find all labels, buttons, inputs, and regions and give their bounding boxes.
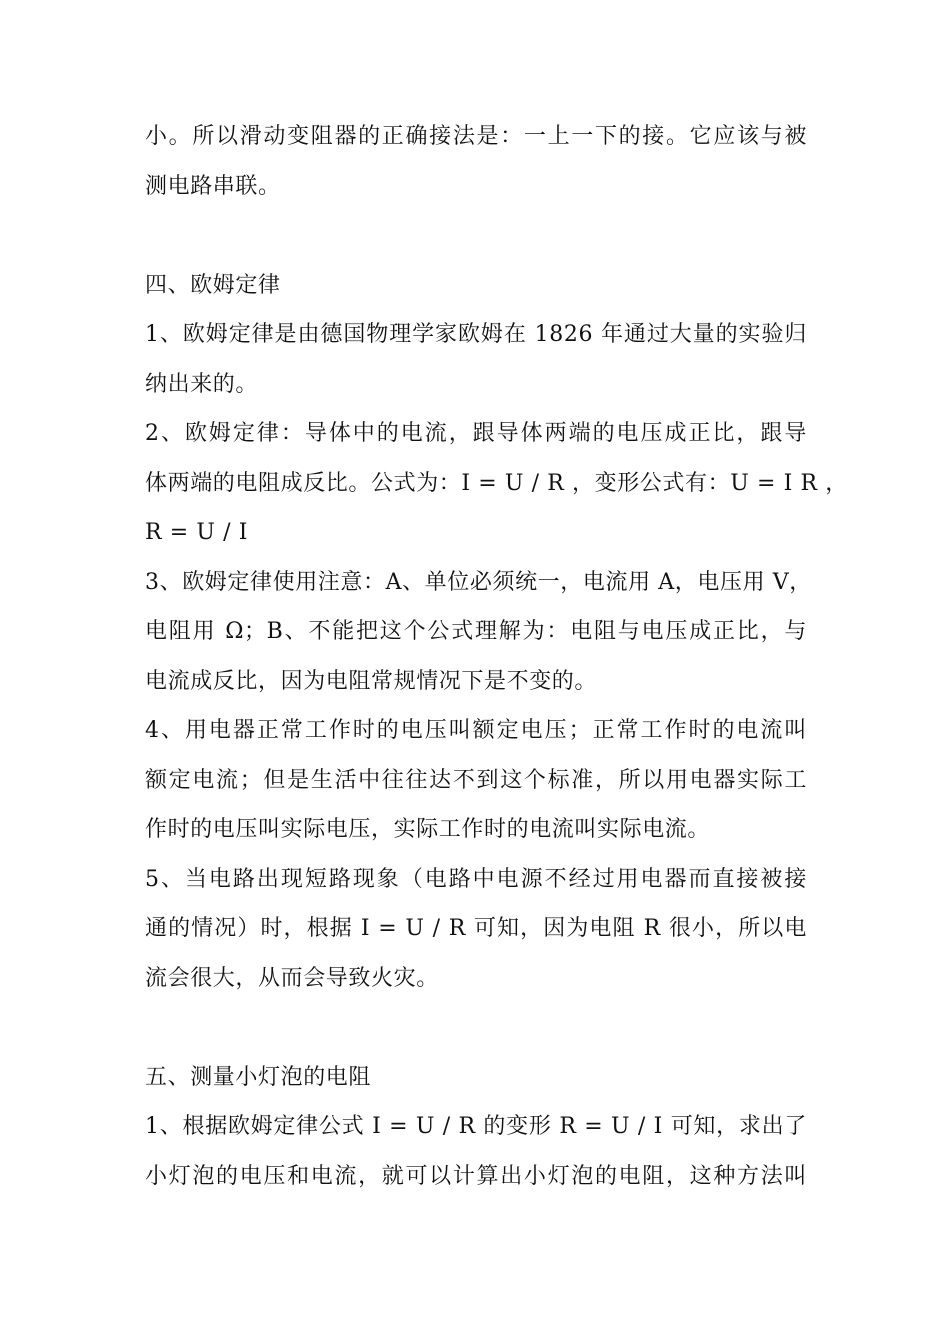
text-line: 纳出来的。 — [145, 371, 259, 397]
text-line: 4、用电器正常工作时的电压叫额定电压；正常工作时的电流叫 — [145, 718, 807, 743]
text-line: R = U / I — [145, 520, 249, 545]
list-item — [145, 558, 812, 707]
text-line: 小灯泡的电压和电流，就可以计算出小灯泡的电阻，这种方法叫 — [145, 1163, 807, 1189]
list-item — [145, 706, 807, 855]
text-line: 小。所以滑动变阻器的正确接法是：一上一下的接。它应该与被 — [145, 124, 807, 149]
text-line: 作时的电压叫实际电压，实际工作时的电流叫实际电流。 — [145, 817, 711, 842]
list-item — [145, 409, 848, 558]
section-ohms-law — [145, 261, 848, 1004]
text-line: 电流成反比，因为电阻常规情况下是不变的。 — [145, 668, 598, 694]
list-item — [145, 1102, 807, 1201]
text-line: 1、欧姆定律是由德国物理学家欧姆在 1826 年通过大量的实验归 — [145, 322, 807, 347]
section-bulb-resistance — [145, 1053, 807, 1202]
section-heading: 四、欧姆定律 — [145, 272, 281, 298]
text-line: 体两端的电阻成反比。公式为：I = U / R ，变形公式有：U = I R ， — [145, 470, 848, 496]
text-line: 1、根据欧姆定律公式 I = U / R 的变形 R = U / I 可知，求出了 — [145, 1114, 807, 1139]
list-item — [145, 310, 807, 409]
text-line: 2、欧姆定律：导体中的电流，跟导体两端的电压成正比，跟导 — [145, 421, 807, 446]
section-heading: 五、测量小灯泡的电阻 — [145, 1064, 372, 1090]
list-item — [145, 855, 807, 1004]
text-line: 电阻用 Ω；B、不能把这个公式理解为：电阻与电压成正比，与 — [145, 619, 807, 644]
document-page — [145, 112, 848, 1201]
text-line: 通的情况）时，根据 I = U / R 可知，因为电阻 R 很小，所以电 — [145, 916, 807, 941]
text-line: 流会很大，从而会导致火灾。 — [145, 965, 439, 991]
text-line: 测电路串联。 — [145, 173, 281, 199]
text-line: 3、欧姆定律使用注意：A、单位必须统一，电流用 A，电压用 V， — [145, 569, 812, 595]
section-spacer — [145, 1003, 807, 1053]
text-line: 额定电流；但是生活中往往达不到这个标准，所以用电器实际工 — [145, 767, 807, 793]
continuation-paragraph — [145, 112, 807, 211]
section-spacer — [145, 211, 807, 261]
text-line: 5、当电路出现短路现象（电路中电源不经过用电器而直接被接 — [145, 866, 807, 892]
